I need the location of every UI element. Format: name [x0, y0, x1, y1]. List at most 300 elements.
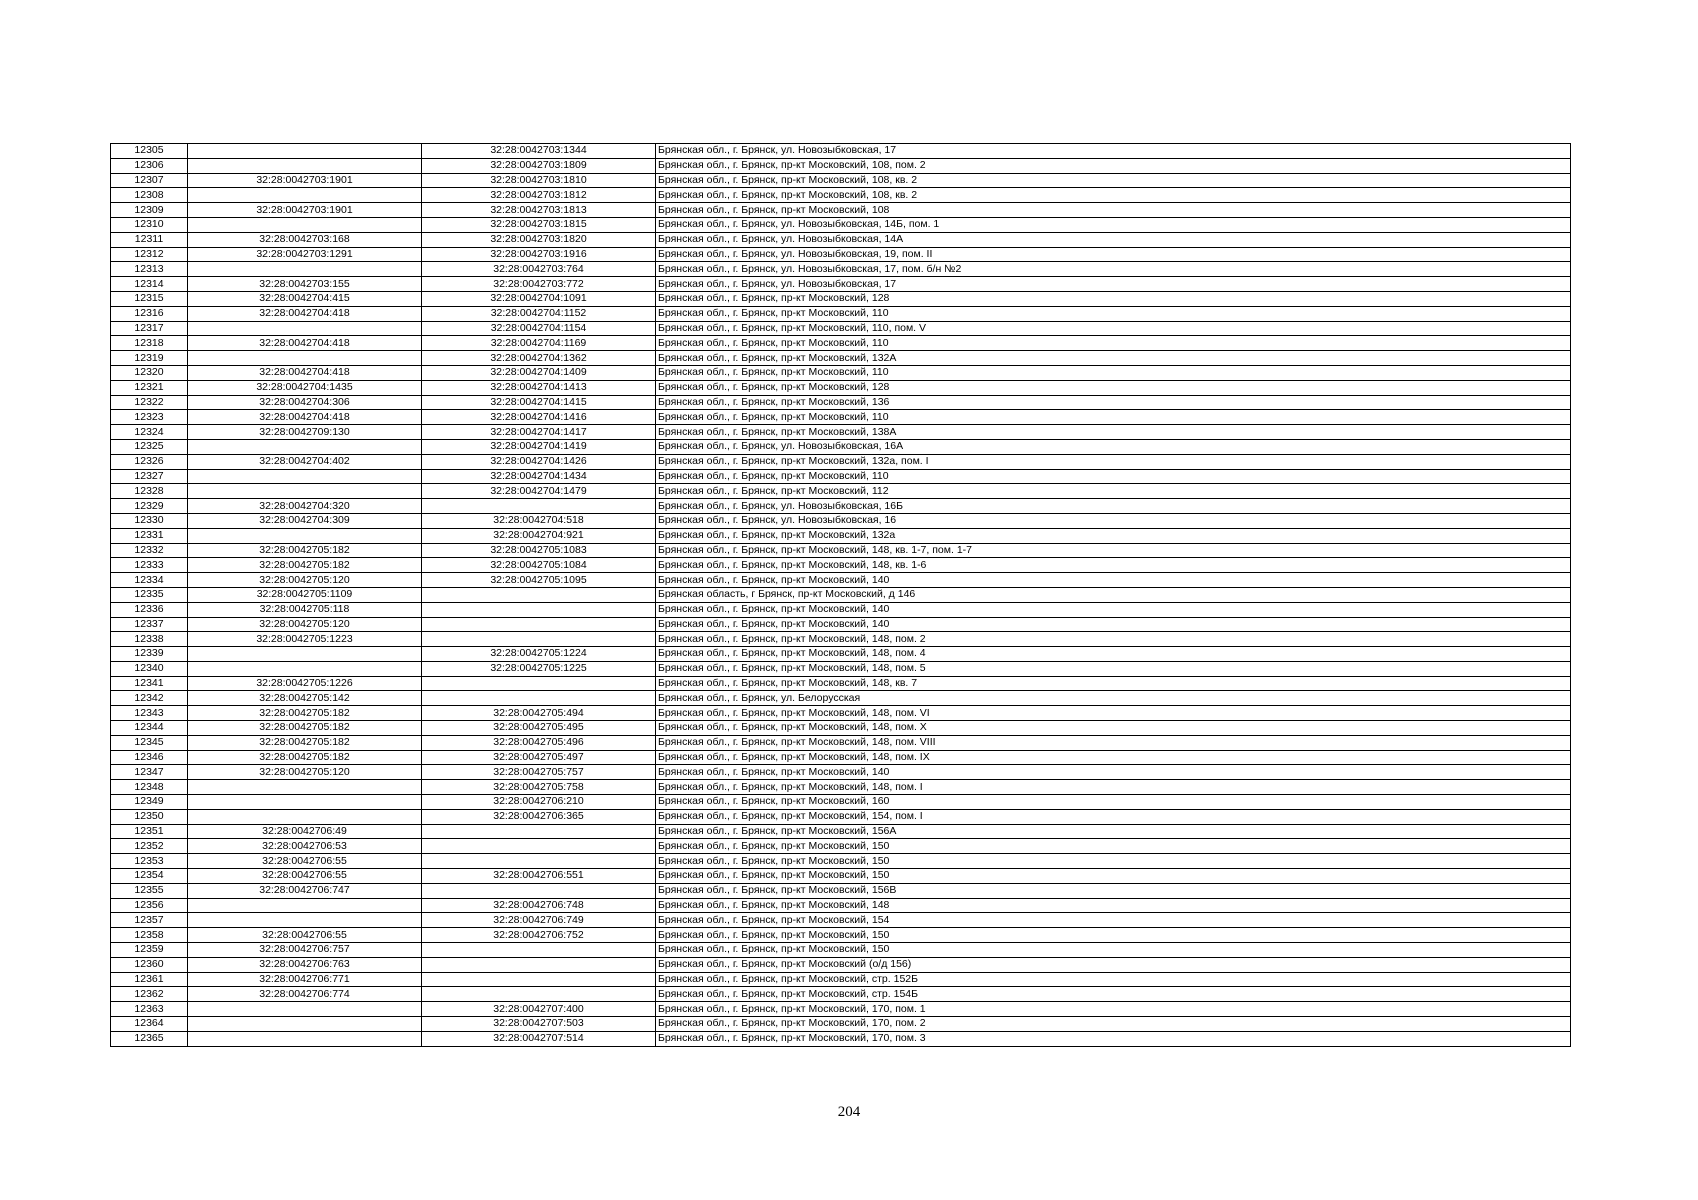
row-number-cell: 12322 [111, 395, 188, 410]
land-parcel-number-cell [188, 262, 422, 277]
object-cadastral-number-cell [422, 587, 656, 602]
land-parcel-number-cell: 32:28:0042705:182 [188, 735, 422, 750]
object-cadastral-number-cell: 32:28:0042705:1225 [422, 661, 656, 676]
row-number-cell: 12310 [111, 217, 188, 232]
address-cell: Брянская обл., г. Брянск, пр-кт Московский, 128 [656, 291, 1571, 306]
row-number-cell: 12336 [111, 602, 188, 617]
land-parcel-number-cell: 32:28:0042706:53 [188, 839, 422, 854]
land-parcel-number-cell: 32:28:0042706:747 [188, 883, 422, 898]
table-row [111, 365, 1571, 380]
land-parcel-number-cell: 32:28:0042703:1901 [188, 173, 422, 188]
row-number-cell: 12311 [111, 232, 188, 247]
table-row [111, 676, 1571, 691]
address-cell: Брянская обл., г. Брянск, ул. Новозыбковская, 14А [656, 232, 1571, 247]
page-number: 204 [837, 1104, 861, 1120]
address-cell: Брянская обл., г. Брянск, пр-кт Московский, 148, кв. 7 [656, 676, 1571, 691]
address-cell: Брянская обл., г. Брянск, пр-кт Московский, 132А [656, 351, 1571, 366]
address-cell: Брянская обл., г. Брянск, пр-кт Московский, 148, пом. VIII [656, 735, 1571, 750]
table-row [111, 217, 1571, 232]
land-parcel-number-cell: 32:28:0042705:182 [188, 543, 422, 558]
address-cell: Брянская обл., г. Брянск, пр-кт Московский, 108, пом. 2 [656, 158, 1571, 173]
row-number-cell: 12354 [111, 869, 188, 884]
address-cell: Брянская обл., г. Брянск, пр-кт Московский (о/д 156) [656, 957, 1571, 972]
address-cell: Брянская обл., г. Брянск, ул. Новозыбковская, 16 [656, 513, 1571, 528]
object-cadastral-number-cell: 32:28:0042704:1152 [422, 306, 656, 321]
row-number-cell: 12333 [111, 558, 188, 573]
address-cell: Брянская обл., г. Брянск, пр-кт Московский, 110 [656, 410, 1571, 425]
address-cell: Брянская обл., г. Брянск, пр-кт Московский, 140 [656, 573, 1571, 588]
table-row [111, 232, 1571, 247]
object-cadastral-number-cell [422, 943, 656, 958]
object-cadastral-number-cell: 32:28:0042703:1820 [422, 232, 656, 247]
land-parcel-number-cell: 32:28:0042705:120 [188, 573, 422, 588]
land-parcel-number-cell: 32:28:0042706:774 [188, 987, 422, 1002]
table-row [111, 1002, 1571, 1017]
table-row [111, 262, 1571, 277]
object-cadastral-number-cell: 32:28:0042704:1479 [422, 484, 656, 499]
land-parcel-number-cell: 32:28:0042704:306 [188, 395, 422, 410]
object-cadastral-number-cell: 32:28:0042704:1415 [422, 395, 656, 410]
address-cell: Брянская обл., г. Брянск, пр-кт Московский, 110 [656, 365, 1571, 380]
address-cell: Брянская обл., г. Брянск, пр-кт Московский, 150 [656, 869, 1571, 884]
table-row [111, 425, 1571, 440]
table-row [111, 395, 1571, 410]
address-cell: Брянская обл., г. Брянск, пр-кт Московский, 108, кв. 2 [656, 188, 1571, 203]
table-row [111, 513, 1571, 528]
land-parcel-number-cell: 32:28:0042706:763 [188, 957, 422, 972]
object-cadastral-number-cell: 32:28:0042706:365 [422, 809, 656, 824]
land-parcel-number-cell [188, 351, 422, 366]
address-cell: Брянская обл., г. Брянск, пр-кт Московский, 148, пом. I [656, 780, 1571, 795]
address-cell: Брянская обл., г. Брянск, ул. Новозыбковская, 17, пом. б/н №2 [656, 262, 1571, 277]
object-cadastral-number-cell: 32:28:0042704:1409 [422, 365, 656, 380]
table-row [111, 306, 1571, 321]
table-row [111, 854, 1571, 869]
row-number-cell: 12317 [111, 321, 188, 336]
land-parcel-number-cell [188, 144, 422, 159]
land-parcel-number-cell: 32:28:0042705:120 [188, 617, 422, 632]
object-cadastral-number-cell: 32:28:0042704:1154 [422, 321, 656, 336]
object-cadastral-number-cell: 32:28:0042705:1084 [422, 558, 656, 573]
table-row [111, 484, 1571, 499]
row-number-cell: 12309 [111, 203, 188, 218]
table-row [111, 839, 1571, 854]
land-parcel-number-cell [188, 321, 422, 336]
land-parcel-number-cell: 32:28:0042704:415 [188, 291, 422, 306]
row-number-cell: 12364 [111, 1017, 188, 1032]
table-row [111, 780, 1571, 795]
land-parcel-number-cell: 32:28:0042705:182 [188, 721, 422, 736]
land-parcel-number-cell [188, 647, 422, 662]
table-row [111, 928, 1571, 943]
table-row [111, 291, 1571, 306]
object-cadastral-number-cell: 32:28:0042704:1091 [422, 291, 656, 306]
row-number-cell: 12328 [111, 484, 188, 499]
row-number-cell: 12360 [111, 957, 188, 972]
address-cell: Брянская обл., г. Брянск, пр-кт Московский, 108 [656, 203, 1571, 218]
table-row [111, 558, 1571, 573]
address-cell: Брянская обл., г. Брянск, пр-кт Московский, 156В [656, 883, 1571, 898]
object-cadastral-number-cell: 32:28:0042703:1813 [422, 203, 656, 218]
table-row [111, 336, 1571, 351]
row-number-cell: 12346 [111, 750, 188, 765]
table-row [111, 277, 1571, 292]
address-cell: Брянская обл., г. Брянск, пр-кт Московский, 150 [656, 854, 1571, 869]
table-row [111, 351, 1571, 366]
table-row [111, 543, 1571, 558]
object-cadastral-number-cell: 32:28:0042706:748 [422, 898, 656, 913]
land-parcel-number-cell: 32:28:0042705:182 [188, 750, 422, 765]
object-cadastral-number-cell [422, 676, 656, 691]
object-cadastral-number-cell [422, 854, 656, 869]
table-row [111, 898, 1571, 913]
address-cell: Брянская обл., г. Брянск, пр-кт Московский, 148, кв. 1-6 [656, 558, 1571, 573]
object-cadastral-number-cell: 32:28:0042705:1095 [422, 573, 656, 588]
row-number-cell: 12314 [111, 277, 188, 292]
row-number-cell: 12321 [111, 380, 188, 395]
address-cell: Брянская обл., г. Брянск, ул. Новозыбковская, 19, пом. II [656, 247, 1571, 262]
table-row [111, 691, 1571, 706]
address-cell: Брянская обл., г. Брянск, пр-кт Московский, 112 [656, 484, 1571, 499]
object-cadastral-number-cell [422, 824, 656, 839]
row-number-cell: 12356 [111, 898, 188, 913]
row-number-cell: 12340 [111, 661, 188, 676]
row-number-cell: 12363 [111, 1002, 188, 1017]
address-cell: Брянская обл., г. Брянск, пр-кт Московский, 170, пом. 3 [656, 1031, 1571, 1046]
object-cadastral-number-cell [422, 691, 656, 706]
table-row [111, 957, 1571, 972]
table-row [111, 247, 1571, 262]
address-cell: Брянская обл., г. Брянск, пр-кт Московский, 150 [656, 839, 1571, 854]
address-cell: Брянская обл., г. Брянск, пр-кт Московский, 132а, пом. I [656, 454, 1571, 469]
land-parcel-number-cell: 32:28:0042706:757 [188, 943, 422, 958]
table-row [111, 795, 1571, 810]
registry-table-body [111, 144, 1571, 1047]
object-cadastral-number-cell: 32:28:0042705:1083 [422, 543, 656, 558]
land-parcel-number-cell [188, 188, 422, 203]
object-cadastral-number-cell [422, 617, 656, 632]
land-parcel-number-cell: 32:28:0042704:418 [188, 306, 422, 321]
land-parcel-number-cell [188, 484, 422, 499]
object-cadastral-number-cell: 32:28:0042705:496 [422, 735, 656, 750]
row-number-cell: 12323 [111, 410, 188, 425]
address-cell: Брянская обл., г. Брянск, ул. Новозыбковская, 14Б, пом. 1 [656, 217, 1571, 232]
table-row [111, 439, 1571, 454]
row-number-cell: 12324 [111, 425, 188, 440]
land-parcel-number-cell [188, 795, 422, 810]
address-cell: Брянская обл., г. Брянск, пр-кт Московский, стр. 152Б [656, 972, 1571, 987]
object-cadastral-number-cell: 32:28:0042705:758 [422, 780, 656, 795]
table-row [111, 528, 1571, 543]
land-parcel-number-cell [188, 158, 422, 173]
row-number-cell: 12307 [111, 173, 188, 188]
object-cadastral-number-cell: 32:28:0042704:1417 [422, 425, 656, 440]
row-number-cell: 12350 [111, 809, 188, 824]
address-cell: Брянская обл., г. Брянск, пр-кт Московский, 110 [656, 306, 1571, 321]
object-cadastral-number-cell: 32:28:0042704:518 [422, 513, 656, 528]
object-cadastral-number-cell: 32:28:0042704:1426 [422, 454, 656, 469]
row-number-cell: 12327 [111, 469, 188, 484]
table-row [111, 943, 1571, 958]
table-row [111, 602, 1571, 617]
land-parcel-number-cell: 32:28:0042705:120 [188, 765, 422, 780]
land-parcel-number-cell: 32:28:0042705:182 [188, 706, 422, 721]
object-cadastral-number-cell: 32:28:0042706:551 [422, 869, 656, 884]
land-parcel-number-cell [188, 469, 422, 484]
object-cadastral-number-cell [422, 883, 656, 898]
address-cell: Брянская обл., г. Брянск, пр-кт Московский, 148 [656, 898, 1571, 913]
table-row [111, 188, 1571, 203]
land-parcel-number-cell: 32:28:0042704:402 [188, 454, 422, 469]
land-parcel-number-cell [188, 1017, 422, 1032]
table-row [111, 321, 1571, 336]
object-cadastral-number-cell: 32:28:0042703:1815 [422, 217, 656, 232]
table-row [111, 1017, 1571, 1032]
table-row [111, 499, 1571, 514]
row-number-cell: 12344 [111, 721, 188, 736]
row-number-cell: 12353 [111, 854, 188, 869]
address-cell: Брянская обл., г. Брянск, пр-кт Московский, 148, пом. VI [656, 706, 1571, 721]
land-parcel-number-cell: 32:28:0042706:771 [188, 972, 422, 987]
address-cell: Брянская обл., г. Брянск, пр-кт Московский, 156А [656, 824, 1571, 839]
table-row [111, 750, 1571, 765]
row-number-cell: 12318 [111, 336, 188, 351]
object-cadastral-number-cell: 32:28:0042704:1413 [422, 380, 656, 395]
table-row [111, 632, 1571, 647]
address-cell: Брянская обл., г. Брянск, пр-кт Московский, 154 [656, 913, 1571, 928]
land-parcel-number-cell [188, 661, 422, 676]
address-cell: Брянская обл., г. Брянск, пр-кт Московский, 128 [656, 380, 1571, 395]
object-cadastral-number-cell: 32:28:0042703:1344 [422, 144, 656, 159]
object-cadastral-number-cell: 32:28:0042704:1169 [422, 336, 656, 351]
land-parcel-number-cell: 32:28:0042705:1226 [188, 676, 422, 691]
address-cell: Брянская область, г Брянск, пр-кт Московский, д 146 [656, 587, 1571, 602]
table-row [111, 587, 1571, 602]
row-number-cell: 12335 [111, 587, 188, 602]
address-cell: Брянская обл., г. Брянск, пр-кт Московский, 148, пом. 4 [656, 647, 1571, 662]
object-cadastral-number-cell: 32:28:0042704:1434 [422, 469, 656, 484]
row-number-cell: 12365 [111, 1031, 188, 1046]
address-cell: Брянская обл., г. Брянск, пр-кт Московский, 110, пом. V [656, 321, 1571, 336]
row-number-cell: 12361 [111, 972, 188, 987]
object-cadastral-number-cell [422, 972, 656, 987]
row-number-cell: 12315 [111, 291, 188, 306]
land-parcel-number-cell: 32:28:0042705:182 [188, 558, 422, 573]
address-cell: Брянская обл., г. Брянск, пр-кт Московский, 148, кв. 1-7, пом. 1-7 [656, 543, 1571, 558]
row-number-cell: 12351 [111, 824, 188, 839]
table-row [111, 1031, 1571, 1046]
object-cadastral-number-cell [422, 987, 656, 1002]
land-parcel-number-cell [188, 217, 422, 232]
row-number-cell: 12348 [111, 780, 188, 795]
table-row [111, 661, 1571, 676]
table-row [111, 469, 1571, 484]
object-cadastral-number-cell: 32:28:0042704:921 [422, 528, 656, 543]
address-cell: Брянская обл., г. Брянск, пр-кт Московский, 110 [656, 336, 1571, 351]
land-parcel-number-cell: 32:28:0042705:142 [188, 691, 422, 706]
address-cell: Брянская обл., г. Брянск, пр-кт Московский, 140 [656, 602, 1571, 617]
object-cadastral-number-cell: 32:28:0042705:495 [422, 721, 656, 736]
address-cell: Брянская обл., г. Брянск, пр-кт Московский, 108, кв. 2 [656, 173, 1571, 188]
object-cadastral-number-cell: 32:28:0042703:1810 [422, 173, 656, 188]
object-cadastral-number-cell: 32:28:0042705:757 [422, 765, 656, 780]
object-cadastral-number-cell: 32:28:0042705:497 [422, 750, 656, 765]
object-cadastral-number-cell [422, 957, 656, 972]
row-number-cell: 12342 [111, 691, 188, 706]
row-number-cell: 12343 [111, 706, 188, 721]
object-cadastral-number-cell: 32:28:0042703:764 [422, 262, 656, 277]
land-parcel-number-cell: 32:28:0042704:320 [188, 499, 422, 514]
row-number-cell: 12306 [111, 158, 188, 173]
land-parcel-number-cell [188, 1031, 422, 1046]
address-cell: Брянская обл., г. Брянск, ул. Новозыбковская, 17 [656, 277, 1571, 292]
address-cell: Брянская обл., г. Брянск, пр-кт Московский, 138А [656, 425, 1571, 440]
row-number-cell: 12334 [111, 573, 188, 588]
table-row [111, 647, 1571, 662]
row-number-cell: 12338 [111, 632, 188, 647]
address-cell: Брянская обл., г. Брянск, пр-кт Московский, 110 [656, 469, 1571, 484]
address-cell: Брянская обл., г. Брянск, пр-кт Московский, 132а [656, 528, 1571, 543]
address-cell: Брянская обл., г. Брянск, пр-кт Московский, 150 [656, 943, 1571, 958]
address-cell: Брянская обл., г. Брянск, пр-кт Московский, 160 [656, 795, 1571, 810]
land-parcel-number-cell: 32:28:0042703:1291 [188, 247, 422, 262]
land-parcel-number-cell: 32:28:0042706:55 [188, 854, 422, 869]
land-parcel-number-cell: 32:28:0042704:418 [188, 365, 422, 380]
table-row [111, 380, 1571, 395]
row-number-cell: 12331 [111, 528, 188, 543]
object-cadastral-number-cell: 32:28:0042705:1224 [422, 647, 656, 662]
table-row [111, 706, 1571, 721]
table-row [111, 454, 1571, 469]
address-cell: Брянская обл., г. Брянск, пр-кт Московский, 148, пом. X [656, 721, 1571, 736]
object-cadastral-number-cell: 32:28:0042703:1809 [422, 158, 656, 173]
row-number-cell: 12330 [111, 513, 188, 528]
land-parcel-number-cell: 32:28:0042706:55 [188, 869, 422, 884]
table-row [111, 913, 1571, 928]
address-cell: Брянская обл., г. Брянск, пр-кт Московский, 154, пом. I [656, 809, 1571, 824]
address-cell: Брянская обл., г. Брянск, пр-кт Московский, 148, пом. 5 [656, 661, 1571, 676]
table-row [111, 972, 1571, 987]
land-parcel-number-cell: 32:28:0042704:309 [188, 513, 422, 528]
table-row [111, 158, 1571, 173]
table-row [111, 203, 1571, 218]
land-parcel-number-cell [188, 439, 422, 454]
address-cell: Брянская обл., г. Брянск, пр-кт Московский, 150 [656, 928, 1571, 943]
table-row [111, 735, 1571, 750]
object-cadastral-number-cell: 32:28:0042704:1362 [422, 351, 656, 366]
row-number-cell: 12305 [111, 144, 188, 159]
land-parcel-number-cell [188, 528, 422, 543]
land-parcel-number-cell: 32:28:0042704:1435 [188, 380, 422, 395]
table-row [111, 410, 1571, 425]
row-number-cell: 12325 [111, 439, 188, 454]
table-row [111, 573, 1571, 588]
table-row [111, 809, 1571, 824]
land-parcel-number-cell [188, 913, 422, 928]
object-cadastral-number-cell: 32:28:0042706:749 [422, 913, 656, 928]
row-number-cell: 12355 [111, 883, 188, 898]
object-cadastral-number-cell [422, 602, 656, 617]
table-row [111, 721, 1571, 736]
table-row [111, 869, 1571, 884]
object-cadastral-number-cell: 32:28:0042704:1416 [422, 410, 656, 425]
table-row [111, 617, 1571, 632]
land-parcel-number-cell: 32:28:0042705:1223 [188, 632, 422, 647]
table-row [111, 987, 1571, 1002]
land-parcel-number-cell: 32:28:0042703:168 [188, 232, 422, 247]
table-row [111, 144, 1571, 159]
row-number-cell: 12319 [111, 351, 188, 366]
registry-table [110, 143, 1571, 1047]
address-cell: Брянская обл., г. Брянск, пр-кт Московский, 140 [656, 765, 1571, 780]
row-number-cell: 12359 [111, 943, 188, 958]
address-cell: Брянская обл., г. Брянск, ул. Новозыбковская, 17 [656, 144, 1571, 159]
object-cadastral-number-cell: 32:28:0042706:210 [422, 795, 656, 810]
table-row [111, 173, 1571, 188]
address-cell: Брянская обл., г. Брянск, пр-кт Московский, 170, пом. 2 [656, 1017, 1571, 1032]
address-cell: Брянская обл., г. Брянск, пр-кт Московский, 148, пом. IX [656, 750, 1571, 765]
object-cadastral-number-cell [422, 632, 656, 647]
object-cadastral-number-cell: 32:28:0042703:772 [422, 277, 656, 292]
land-parcel-number-cell: 32:28:0042705:1109 [188, 587, 422, 602]
row-number-cell: 12329 [111, 499, 188, 514]
land-parcel-number-cell [188, 780, 422, 795]
land-parcel-number-cell: 32:28:0042703:155 [188, 277, 422, 292]
address-cell: Брянская обл., г. Брянск, пр-кт Московский, 170, пом. 1 [656, 1002, 1571, 1017]
row-number-cell: 12332 [111, 543, 188, 558]
address-cell: Брянская обл., г. Брянск, ул. Белорусская [656, 691, 1571, 706]
object-cadastral-number-cell: 32:28:0042703:1916 [422, 247, 656, 262]
table-row [111, 883, 1571, 898]
row-number-cell: 12347 [111, 765, 188, 780]
land-parcel-number-cell [188, 809, 422, 824]
row-number-cell: 12308 [111, 188, 188, 203]
object-cadastral-number-cell: 32:28:0042707:503 [422, 1017, 656, 1032]
land-parcel-number-cell: 32:28:0042703:1901 [188, 203, 422, 218]
address-cell: Брянская обл., г. Брянск, пр-кт Московский, 140 [656, 617, 1571, 632]
row-number-cell: 12345 [111, 735, 188, 750]
address-cell: Брянская обл., г. Брянск, пр-кт Московский, стр. 154Б [656, 987, 1571, 1002]
address-cell: Брянская обл., г. Брянск, ул. Новозыбковская, 16Б [656, 499, 1571, 514]
row-number-cell: 12316 [111, 306, 188, 321]
table-row [111, 765, 1571, 780]
row-number-cell: 12312 [111, 247, 188, 262]
object-cadastral-number-cell [422, 839, 656, 854]
table-row [111, 824, 1571, 839]
address-cell: Брянская обл., г. Брянск, пр-кт Московский, 136 [656, 395, 1571, 410]
land-parcel-number-cell: 32:28:0042705:118 [188, 602, 422, 617]
land-parcel-number-cell: 32:28:0042704:418 [188, 410, 422, 425]
object-cadastral-number-cell: 32:28:0042703:1812 [422, 188, 656, 203]
row-number-cell: 12349 [111, 795, 188, 810]
row-number-cell: 12337 [111, 617, 188, 632]
row-number-cell: 12358 [111, 928, 188, 943]
row-number-cell: 12357 [111, 913, 188, 928]
land-parcel-number-cell: 32:28:0042706:49 [188, 824, 422, 839]
land-parcel-number-cell [188, 898, 422, 913]
row-number-cell: 12362 [111, 987, 188, 1002]
object-cadastral-number-cell: 32:28:0042706:752 [422, 928, 656, 943]
address-cell: Брянская обл., г. Брянск, пр-кт Московский, 148, пом. 2 [656, 632, 1571, 647]
row-number-cell: 12339 [111, 647, 188, 662]
row-number-cell: 12313 [111, 262, 188, 277]
row-number-cell: 12341 [111, 676, 188, 691]
row-number-cell: 12352 [111, 839, 188, 854]
land-parcel-number-cell: 32:28:0042709:130 [188, 425, 422, 440]
row-number-cell: 12326 [111, 454, 188, 469]
address-cell: Брянская обл., г. Брянск, ул. Новозыбковская, 16А [656, 439, 1571, 454]
object-cadastral-number-cell: 32:28:0042704:1419 [422, 439, 656, 454]
